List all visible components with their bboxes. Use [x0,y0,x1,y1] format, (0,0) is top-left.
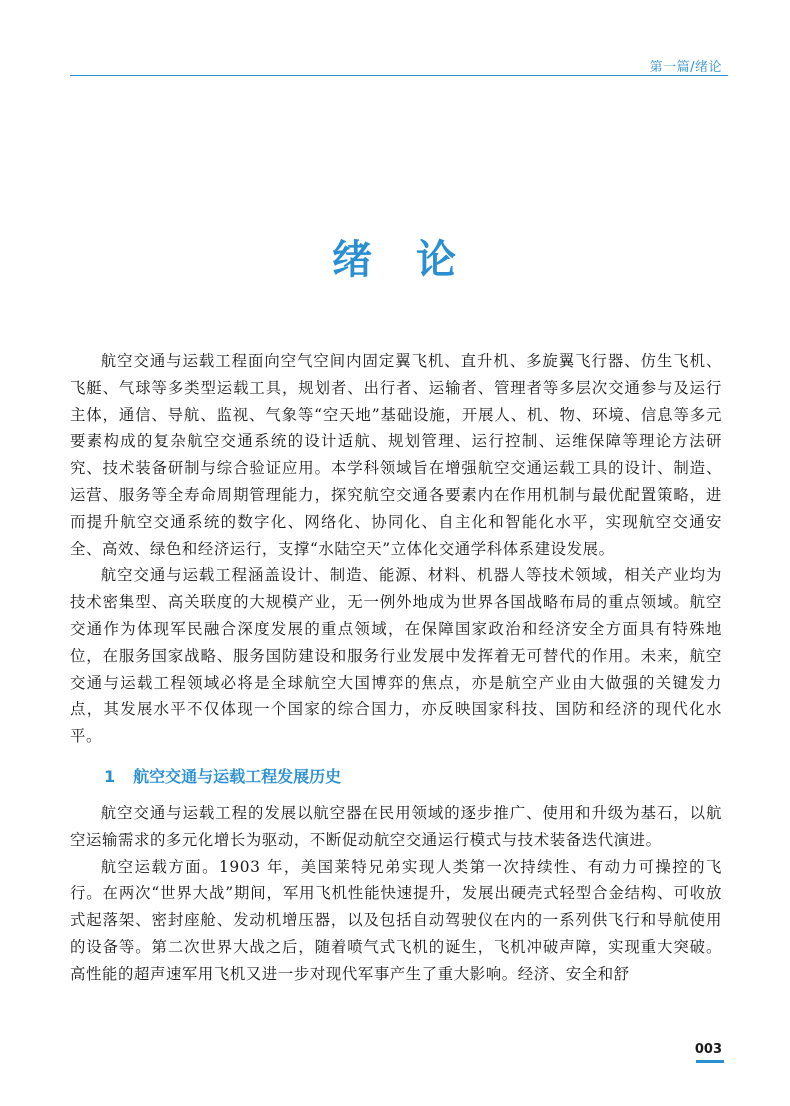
page-number-rule [696,1060,724,1063]
section-number: 1 [104,766,116,786]
running-head: 第一篇/绪论 [649,60,722,75]
section-title: 航空交通与运载工程发展历史 [133,766,342,786]
paragraph: 航空交通与运载工程的发展以航空器在民用领域的逐步推广、使用和升级为基石，以航空运输需求的多元化增长为驱动，不断促动航空交通运行模式与技术装备迭代演进。 [70,803,722,849]
paragraph: 航空运载方面。1903 年，美国莱特兄弟实现人类第一次持续性、有动力可操控的飞行。在两次“世界大战”期间，军用飞机性能快速提升，发展出硬壳式轻型合金结构、可收放式起落架、密封座舱、发动机增压器，以及包括自动驾驶仪在内的一系列供飞行和导航使用的设备等。第二次世界大战之后，随着喷气式飞机的诞生，飞机冲破声障，实现重大突破。高性能的超声速军用飞机又进一步对现代军事产生了重大影响。经济、安全和舒 [70,857,722,983]
paragraph: 航空交通与运载工程面向空气空间内固定翼飞机、直升机、多旋翼飞行器、仿生飞机、飞艇、气球等多类型运载工具，规划者、出行者、运输者、管理者等多层次交通参与及运行主体，通信、导航、监视、气象等“空天地”基础设施，开展人、机、物、环境、信息等多元要素构成的复杂航空交通系统的设计适航、规划管理、运行控制、运维保障等理论方法研究、技术装备研制与综合验证应用。本学科领域旨在增强航空交通运载工具的设计、制造、运营、服务等全寿命周期管理能力，探究航空交通各要素内在作用机制与最优配置策略，进而提升航空交通系统的数字化、网络化、协同化、自主化和智能化水平，实现航空交通安全、高效、绿色和经济运行，支撑“水陆空天”立体化交通学科体系建设发展。 [70,352,722,558]
chapter-title: 绪 论 [332,237,458,283]
header-rule [70,75,728,76]
section-heading [70,764,722,790]
page-number: 003 [694,1042,722,1057]
paragraph: 航空交通与运载工程涵盖设计、制造、能源、材料、机器人等技术领域，相关产业均为技术密集型、高关联度的大规模产业，无一例外地成为世界各国战略布局的重点领域。航空交通作为体现军民融合深度发展的重点领域，在保障国家政治和经济安全方面具有特殊地位，在服务国家战略、服务国防建设和服务行业发展中发挥着无可替代的作用。未来，航空交通与运载工程领域必将是全球航空大国博弈的焦点，亦是航空产业由大做强的关键发力点，其发展水平不仅体现一个国家的综合国力，亦反映国家科技、国防和经济的现代化水平。 [70,566,722,746]
body-text [70,348,722,988]
